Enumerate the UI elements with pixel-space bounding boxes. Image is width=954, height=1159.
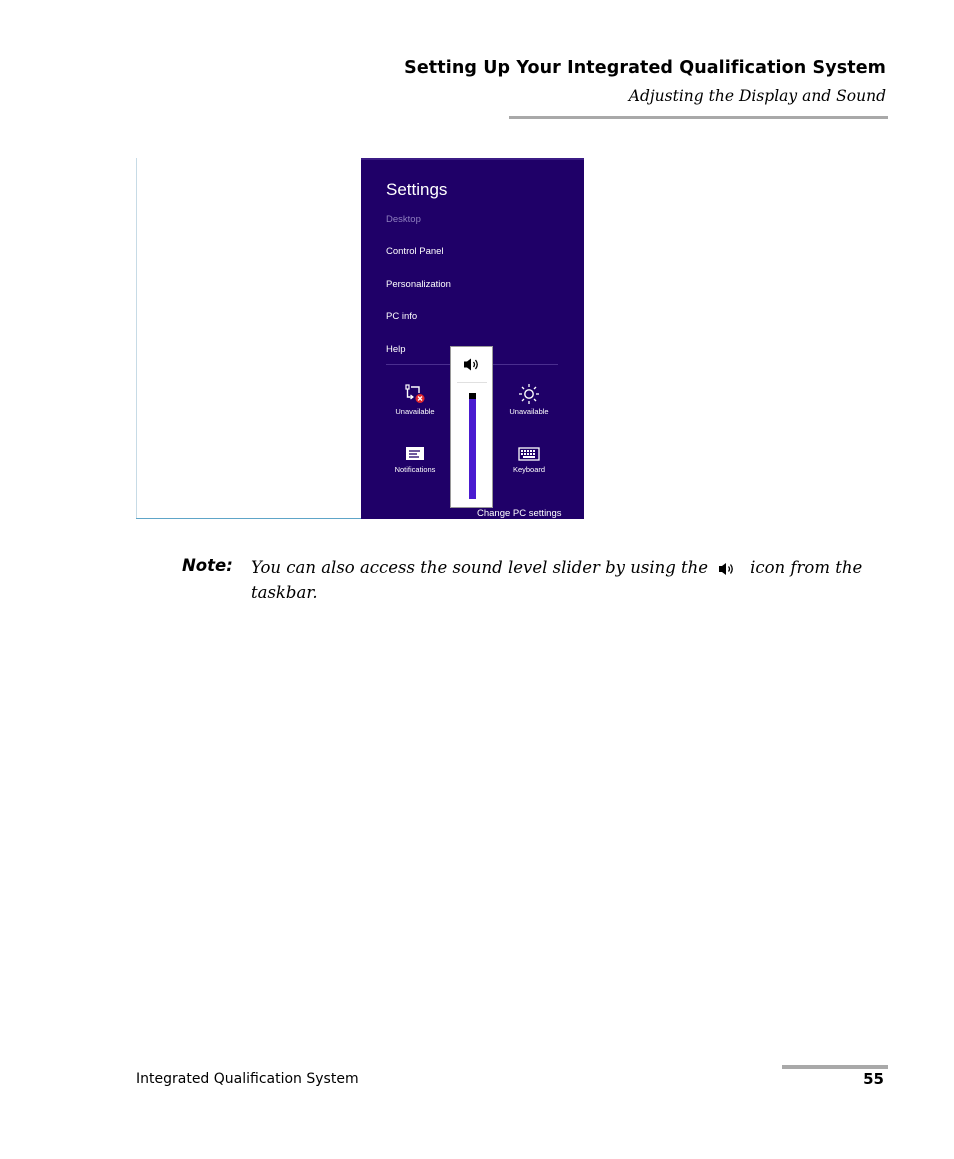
speaker-icon	[718, 561, 738, 577]
tile-notifications-label: Notifications	[394, 465, 436, 474]
speaker-icon	[463, 357, 481, 372]
tile-network[interactable]	[375, 383, 455, 416]
settings-item-personalization[interactable]: Personalization	[386, 279, 451, 290]
brightness-icon	[517, 383, 541, 405]
network-unavailable-icon	[403, 383, 427, 405]
notifications-icon	[403, 445, 427, 463]
note-text-before-icon: You can also access the sound level slider by using the	[251, 558, 709, 577]
settings-item-desktop[interactable]: Desktop	[386, 214, 421, 225]
footer-rule	[782, 1065, 888, 1069]
running-header-title: Setting Up Your Integrated Qualification System	[404, 58, 886, 78]
settings-item-control-panel[interactable]: Control Panel	[386, 246, 444, 257]
settings-item-pc-info[interactable]: PC info	[386, 311, 418, 322]
page-number: 55	[863, 1070, 884, 1088]
volume-flyout	[450, 346, 493, 508]
settings-title: Settings	[386, 180, 448, 199]
tile-brightness[interactable]	[489, 383, 569, 416]
change-pc-settings-link[interactable]: Change PC settings	[477, 508, 562, 519]
tile-notifications[interactable]	[375, 445, 455, 474]
note-text-line2: taskbar.	[251, 583, 318, 602]
settings-item-help[interactable]: Help	[386, 344, 406, 355]
volume-separator	[457, 382, 487, 383]
volume-slider[interactable]	[469, 393, 476, 499]
footer-document-title: Integrated Qualification System	[136, 1071, 359, 1087]
screenshot-bottom-border	[136, 518, 361, 519]
volume-slider-fill	[469, 399, 476, 499]
tile-brightness-label: Unavailable	[509, 407, 549, 416]
note-text	[251, 555, 891, 605]
running-header-subtitle: Adjusting the Display and Sound	[628, 87, 886, 105]
note-text-after-icon: icon from the	[750, 558, 863, 577]
screenshot-left-border	[136, 158, 137, 519]
volume-slider-thumb[interactable]	[469, 393, 476, 399]
tile-keyboard[interactable]	[489, 445, 569, 474]
note-label: Note:	[182, 556, 233, 575]
keyboard-icon	[517, 445, 541, 463]
header-rule	[509, 116, 888, 119]
settings-charm-panel	[361, 158, 584, 519]
tile-keyboard-label: Keyboard	[512, 465, 546, 474]
charm-top-edge	[361, 158, 584, 160]
tile-network-label: Unavailable	[395, 407, 435, 416]
